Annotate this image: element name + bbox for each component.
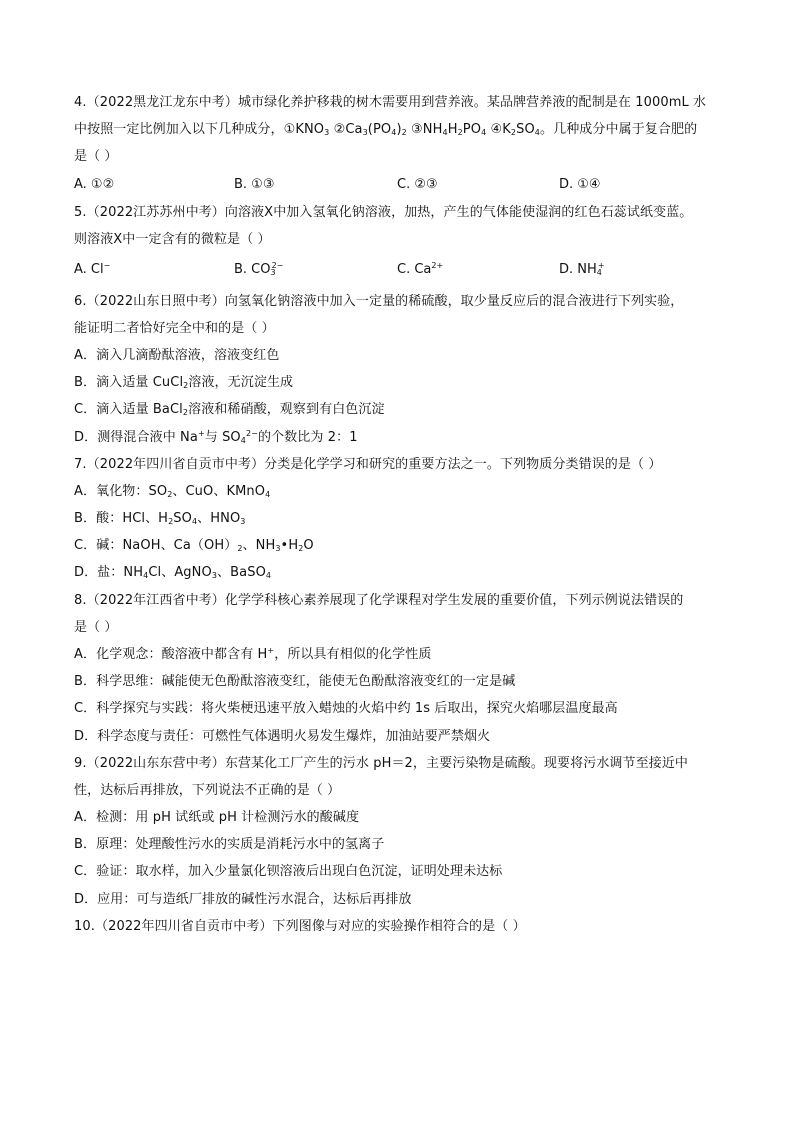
question-4-option-a: A. ①② <box>74 177 115 192</box>
question-6-line-2: 能证明二者恰好完全中和的是（ ） <box>74 321 275 336</box>
question-5-line-2: 则溶液X中一定含有的微粒是（ ） <box>74 232 271 247</box>
question-6-line-1: 6.（2022山东日照中考）向氢氧化钠溶液中加入一定量的稀硫酸，取少量反应后的混合液进行下列实验， <box>74 294 684 309</box>
question-6-option-a: A．滴入几滴酚酞溶液，溶液变红色 <box>74 348 280 363</box>
question-5-option-d: D. $NH_4^+$ <box>559 261 605 277</box>
question-4-line-3: 是（ ） <box>74 149 118 164</box>
question-6-option-b: B．滴入适量 CuCl$_2$溶液，无沉淀生成 <box>74 375 294 390</box>
question-8-option-c: C．科学探究与实践：将火柴梗迅速平放入蜡烛的火焰中约 1s 后取出，探究火焰哪层温度最高 <box>74 701 618 716</box>
question-9-option-d: D．应用：可与造纸厂排放的碱性污水混合，达标后再排放 <box>74 892 412 907</box>
question-8-option-a: A．化学观念：酸溶液中都含有 H+，所以具有相似的化学性质 <box>74 646 432 662</box>
question-6-option-d: D．测得混合液中 Na+与 $SO_4^{2-}$的个数比为 2：1 <box>74 429 358 445</box>
question-7-option-a: A．氧化物：$SO_2$、CuO、KMnO$_4$ <box>74 484 271 499</box>
question-8-option-d: D．科学态度与责任：可燃性气体遇明火易发生爆炸，加油站要严禁烟火 <box>74 729 491 744</box>
question-7-line-1: 7.（2022年四川省自贡市中考）分类是化学学习和研究的重要方法之一。下列物质分类错误的是（ ） <box>74 457 662 472</box>
question-7-option-c: C．碱：NaOH、$Ca(OH)_2$、$NH_3•H_2O$ <box>74 538 314 553</box>
question-9-line-2: 性，达标后再排放，下列说法不正确的是（ ） <box>74 783 341 798</box>
question-7-option-b: B．酸：HCl、$H_2SO_4$、$HNO_3$ <box>74 511 246 526</box>
question-5-option-b: B. $CO_3^{2-}$ <box>234 261 284 277</box>
question-7-option-d: D．盐：$NH_4Cl$、AgNO$_3$、BaSO$_4$ <box>74 565 272 580</box>
question-8-line-1: 8.（2022年江西省中考）化学学科核心素养展现了化学课程对学生发展的重要价值，下列示例说法错误的 <box>74 593 684 608</box>
question-8-line-2: 是（ ） <box>74 620 118 635</box>
question-4-option-d: D. ①④ <box>559 177 601 192</box>
question-4-line-2: 中按照一定比例加入以下几种成分，$①KNO_3$ $②Ca_3(PO_4)_2$ $③NH_4H_2PO_4$ $④K_2SO_4$。几种成分中属于复合肥的 <box>74 122 698 137</box>
question-4-option-c: C. ②③ <box>397 177 438 192</box>
question-6-option-c: C．滴入适量 BaCl$_2$溶液和稀硝酸，观察到有白色沉淀 <box>74 402 385 417</box>
question-5-option-c: C. $Ca^{2+}$ <box>397 261 444 277</box>
question-5-line-1: 5.（2022江苏苏州中考）向溶液X中加入氢氧化钠溶液，加热，产生的气体能使湿润的红色石蕊试纸变蓝。 <box>74 205 693 220</box>
question-5-option-a: A. Cl− <box>74 261 111 277</box>
question-9-option-c: C．验证：取水样，加入少量氯化钡溶液后出现白色沉淀，证明处理未达标 <box>74 864 503 879</box>
question-4-option-b: B. ①③ <box>234 177 275 192</box>
question-9-line-1: 9.（2022山东东营中考）东营某化工厂产生的污水 pH＝2，主要污染物是硫酸。现要将污水调节至接近中 <box>74 756 689 771</box>
question-8-option-b: B．科学思维：碱能使无色酚酞溶液变红，能使无色酚酞溶液变红的一定是碱 <box>74 674 516 689</box>
question-9-option-a: A．检测：用 pH 试纸或 pH 计检测污水的酸碱度 <box>74 810 360 825</box>
question-9-option-b: B．原理：处理酸性污水的实质是消耗污水中的氢离子 <box>74 837 385 852</box>
question-4-line-1: 4.（2022黑龙江龙东中考）城市绿化养护移栽的树木需要用到营养液。某品牌营养液的配制是在 1000mL 水 <box>74 95 707 110</box>
question-10-line-1: 10.（2022年四川省自贡市中考）下列图像与对应的实验操作相符合的是（ ） <box>74 919 526 934</box>
